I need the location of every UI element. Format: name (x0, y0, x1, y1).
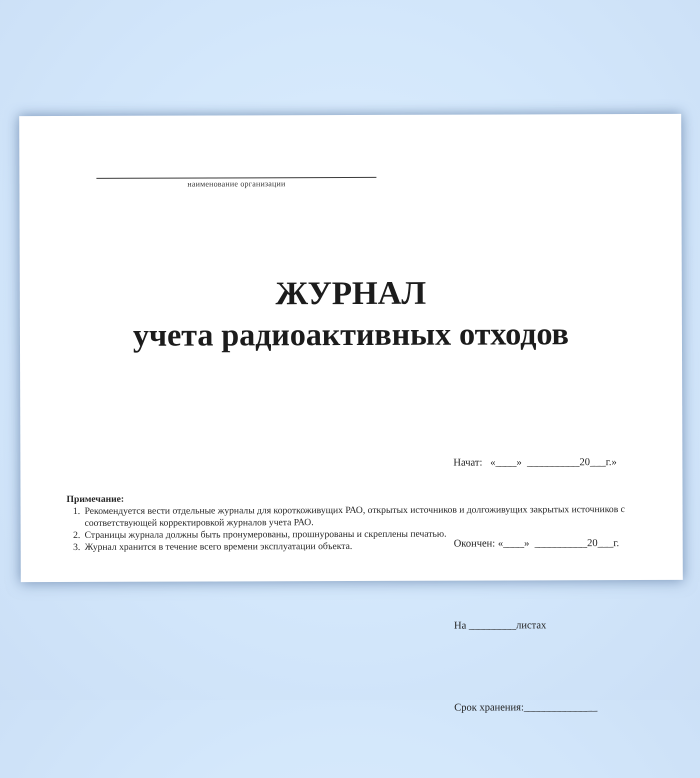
notes-section (67, 492, 635, 554)
field-sheets: На _________листах (453, 620, 547, 633)
note-item: 2. Страницы журнала должны быть пронумерованы, прошнурованы и скреплены печатью. (83, 528, 635, 542)
journal-title-block (20, 274, 682, 355)
journal-subtitle: учета радиоактивных отходов (132, 315, 569, 353)
note-item: 1. Рекомендуется вести отдельные журналы для короткоживущих РАО, открытых источников и долгоживущих закрытых источников с соответствующей корректировкой журналов учета РАО. (83, 504, 635, 530)
notes-heading: Примечание: (66, 493, 125, 505)
organization-name-block (96, 169, 376, 189)
document-page (19, 114, 683, 714)
organization-name-line (96, 169, 376, 179)
notes-list (67, 504, 635, 554)
field-finished: Окончен: «____» __________20___г. (453, 538, 620, 551)
note-item: 3. Журнал хранится в течение всего времени эксплуатации объекта. (83, 540, 635, 554)
organization-name-caption: наименование организации (187, 179, 286, 189)
field-started: Начат: «____» __________20___г.» (453, 456, 617, 469)
journal-title: ЖУРНАЛ (275, 275, 427, 313)
field-storage-period: Срок хранения:______________ (454, 702, 598, 714)
journal-meta-fields (453, 394, 620, 777)
